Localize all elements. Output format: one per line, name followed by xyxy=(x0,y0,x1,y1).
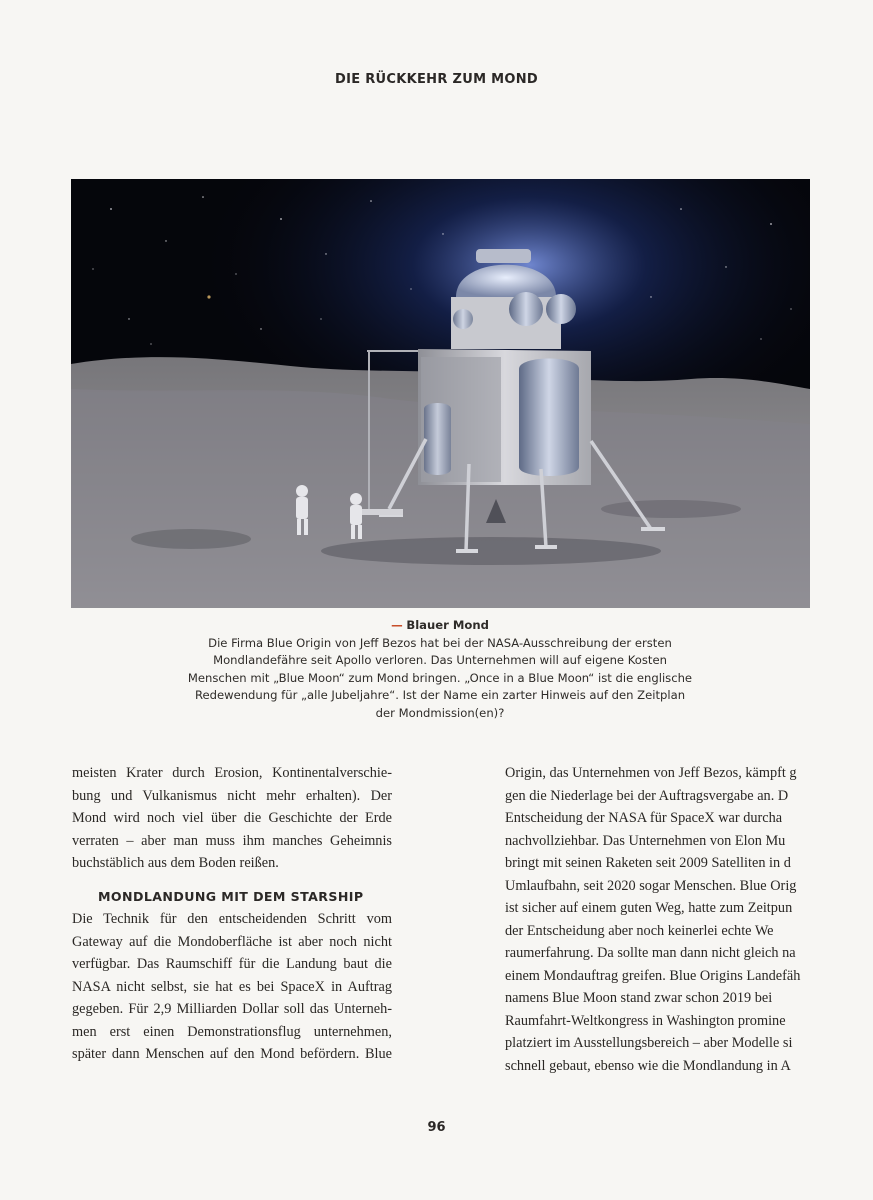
page-number: 96 xyxy=(427,1120,446,1135)
running-head: DIE RÜCKKEHR ZUM MOND xyxy=(335,72,538,87)
body-text-line: verfügbar. Das Raumschiff für die Landung baut die xyxy=(72,956,392,972)
left-column xyxy=(72,762,392,1066)
body-text-line: Mond wird noch viel über die Geschichte der Erde xyxy=(72,810,392,826)
body-text-line: schnell gebaut, ebenso wie die Mondlandung in A xyxy=(505,1057,791,1074)
section-heading: MONDLANDUNG MIT DEM STARSHIP xyxy=(98,888,364,904)
body-text-line: später dann Menschen auf den Mond befördern. Blue xyxy=(72,1046,392,1062)
body-text-line: bung und Vulkanismus nicht mehr erhalten). Der xyxy=(72,787,392,804)
body-text-line: Die Technik für den entscheidenden Schritt vom xyxy=(72,911,392,927)
body-text-line: Entscheidung der NASA für SpaceX war durcha xyxy=(505,810,783,826)
body-text-line: Umlaufbahn, seit 2020 sogar Menschen. Blue Orig xyxy=(505,877,797,894)
lunar-lander-photo xyxy=(71,179,810,608)
caption-line: der Mondmission(en)? xyxy=(375,705,505,720)
body-text-line: namens Blue Moon stand zwar schon 2019 bei xyxy=(505,990,773,1006)
caption-line: Menschen mit „Blue Moon“ zum Mond bringen. „Once in a Blue Moon“ ist die englische xyxy=(187,670,693,685)
body-text-line: ist sicher auf einem guten Weg, hatte zum Zeitpun xyxy=(505,900,793,916)
caption-line: Die Firma Blue Origin von Jeff Bezos hat bei der NASA-Ausschreibung der ersten xyxy=(208,635,672,650)
caption-title-line xyxy=(120,617,760,635)
body-text-line: bringt mit seinen Raketen seit 2009 Satelliten in d xyxy=(505,855,791,871)
caption-title: Blauer Mond xyxy=(406,618,489,632)
photo-caption xyxy=(120,617,760,723)
caption-line: Mondlandefähre seit Apollo verloren. Das Unternehmen will auf eigene Kosten xyxy=(213,653,667,668)
body-text-line: gen die Niederlage bei der Auftragsvergabe an. D xyxy=(505,787,789,804)
body-text-line: Origin, das Unternehmen von Jeff Bezos, kämpft g xyxy=(505,765,797,781)
body-text-line: der Entscheidung aber noch keinerlei echte We xyxy=(505,922,774,939)
body-text-line: NASA nicht selbst, sie hat es bei SpaceX in Auftrag xyxy=(72,978,392,995)
body-text-line: einem Mondauftrag greifen. Blue Origins Landefäh xyxy=(505,967,801,984)
body-text-line: nachvollziehbar. Das Unternehmen von Elon Mu xyxy=(505,832,786,849)
body-text-line: Gateway auf die Mondoberfläche ist aber noch nicht xyxy=(72,933,392,950)
body-text-line: buchstäblich aus dem Boden reißen. xyxy=(72,855,279,871)
body-text-line: raumerfahrung. Da sollte man dann nicht gleich na xyxy=(505,945,796,961)
caption-dash: — xyxy=(391,618,403,632)
body-text-line: Raumfahrt-Weltkongress in Washington promine xyxy=(505,1012,786,1029)
caption-line: Redewendung für „alle Jubeljahre“. Ist der Name ein zarter Hinweis auf den Zeitplan xyxy=(194,688,686,703)
body-text-line: men erst einen Demonstrationsflug unternehmen, xyxy=(72,1023,392,1040)
body-text-line: verraten – aber man muss ihm manches Geheimnis xyxy=(72,832,392,849)
body-text-line: meisten Krater durch Erosion, Kontinentalverschie- xyxy=(72,765,392,781)
right-column xyxy=(505,762,810,1077)
body-text-line: platziert im Ausstellungsbereich – aber Modelle si xyxy=(505,1035,793,1051)
body-text-line: gegeben. Für 2,9 Milliarden Dollar soll das Unterneh- xyxy=(72,1001,392,1017)
